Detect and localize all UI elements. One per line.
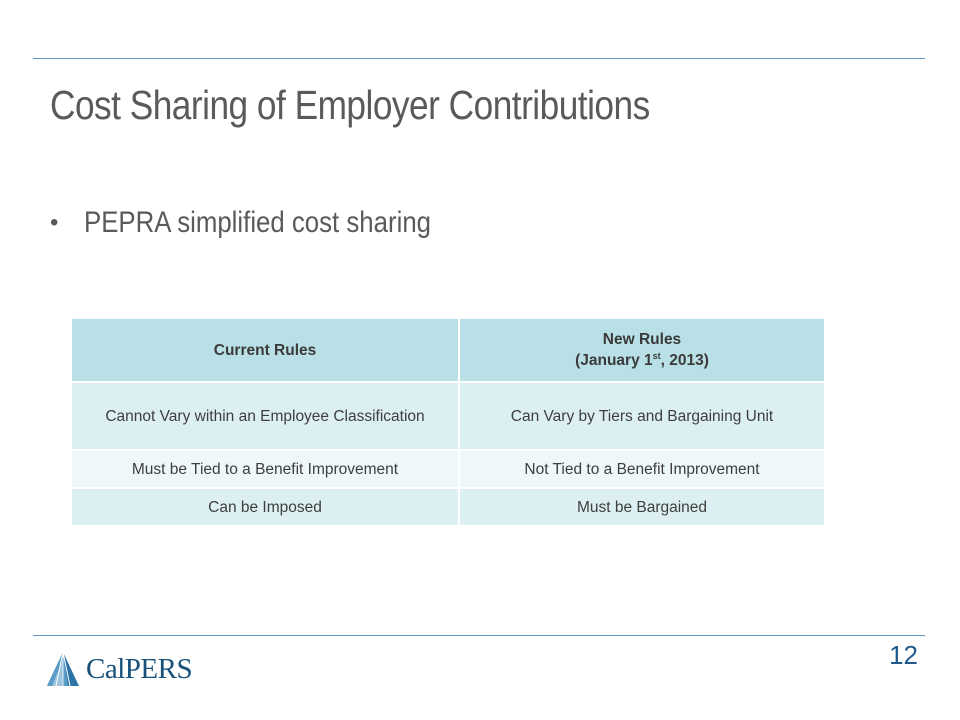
header-new-rules: [459, 319, 824, 382]
cell-new-rule: Can Vary by Tiers and Bargaining Unit: [459, 382, 824, 450]
cell-current-rule: Can be Imposed: [72, 488, 459, 526]
logo-wordmark: CalPERS: [86, 652, 193, 685]
header-date-suffix: , 2013): [660, 352, 709, 369]
bullet-marker: •: [50, 209, 59, 236]
cell-new-rule: Must be Bargained: [459, 488, 824, 526]
table-row: [72, 450, 824, 488]
header-current-rules: Current Rules: [72, 319, 459, 382]
top-divider: [33, 58, 925, 59]
header-new-rules-line2: [575, 352, 709, 369]
calpers-logo: [46, 651, 192, 687]
table-row: [72, 488, 824, 526]
header-new-rules-line1: New Rules: [602, 331, 682, 348]
cell-current-rule: Must be Tied to a Benefit Improvement: [72, 450, 459, 488]
bullet-text: PEPRA simplified cost sharing: [84, 206, 432, 239]
cell-current-rule: Cannot Vary within an Employee Classification: [72, 382, 459, 450]
bottom-divider: [33, 635, 925, 636]
cell-new-rule: Not Tied to a Benefit Improvement: [459, 450, 824, 488]
rules-comparison-table: [72, 319, 824, 527]
bullet-item: [50, 206, 488, 240]
header-date-ordinal: st: [652, 350, 661, 361]
table-header-row: [72, 319, 824, 382]
header-date-prefix: (January 1: [575, 352, 653, 369]
table-row: [72, 382, 824, 450]
calpers-triangle-icon: [46, 651, 80, 687]
page-number: 12: [889, 640, 918, 670]
slide-title: Cost Sharing of Employer Contributions: [50, 82, 650, 128]
